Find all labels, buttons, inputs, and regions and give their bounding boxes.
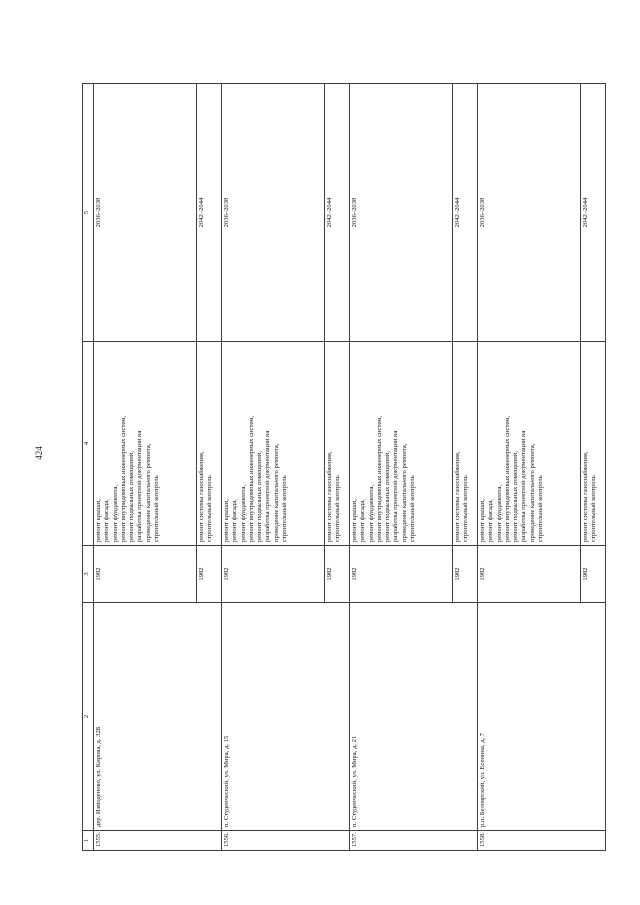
work-item: ремонт фундамента, — [239, 484, 247, 542]
column-number-cell: 5 — [83, 84, 94, 342]
year-cell: 1982 — [94, 546, 197, 603]
work-item: ремонт фундамента, — [367, 484, 375, 542]
year-cell: 1982 — [197, 546, 222, 603]
address-cell: дер. Измоденово, ул. Кирова, д. 32Б — [94, 603, 222, 831]
work-item: ремонт внутридомовых инженерных систем, — [375, 415, 383, 542]
work-item: разработка проектной документации на — [136, 430, 144, 542]
work-item: проведение капитального ремонта, — [272, 443, 280, 542]
period-cell: 2042–2044 — [197, 84, 222, 342]
period-cell: 2036–2038 — [222, 84, 325, 342]
work-item: ремонт системы газоснабжения, — [454, 451, 461, 542]
page-number — [31, 443, 47, 463]
address-cell: п. Студенческий, ул. Мира, д. 21 — [350, 603, 478, 831]
period-cell: 2042–2044 — [325, 84, 350, 342]
work-item: ремонт подвальных помещений, — [512, 451, 520, 542]
work-item: ремонт подвальных помещений, — [256, 451, 264, 542]
work-item: ремонт фасада, — [487, 499, 495, 542]
year-cell: 1982 — [581, 546, 606, 603]
work-item: ремонт системы газоснабжения, — [326, 451, 333, 542]
entry-index-cell: 1555. — [94, 831, 222, 851]
period-cell: 2042–2044 — [581, 84, 606, 342]
work-item: ремонт крыши, — [223, 499, 230, 542]
work-item: ремонт фасада, — [359, 499, 367, 542]
entry-index-cell: 1558. — [478, 831, 606, 851]
work-item: разработка проектной документации на — [264, 430, 272, 542]
work-item: ремонт крыши, — [351, 499, 358, 542]
column-number-cell: 4 — [83, 342, 94, 546]
work-item: ремонт фасада, — [231, 499, 239, 542]
works-cell — [94, 342, 197, 546]
column-number-row — [83, 84, 94, 851]
work-item: ремонт подвальных помещений, — [128, 451, 136, 542]
column-number-cell: 2 — [83, 603, 94, 831]
work-item: ремонт крыши, — [479, 499, 486, 542]
work-item: строительный контроль — [281, 475, 289, 542]
table-row — [94, 84, 197, 851]
work-item: строительный контроль — [462, 475, 470, 542]
table-row — [222, 84, 325, 851]
year-cell: 1982 — [325, 546, 350, 603]
work-item: ремонт подвальных помещений, — [384, 451, 392, 542]
work-item: строительный контроль — [409, 475, 417, 542]
work-item: строительный контроль — [590, 475, 598, 542]
period-cell: 2042–2044 — [453, 84, 478, 342]
rotated-page-content — [82, 84, 600, 851]
entry-index-cell: 1557. — [350, 831, 478, 851]
period-cell: 2036–2038 — [94, 84, 197, 342]
work-item: ремонт внутридомовых инженерных систем, — [119, 415, 127, 542]
work-item: строительный контроль — [334, 475, 342, 542]
table-row — [478, 84, 581, 851]
work-item: ремонт системы газоснабжения, — [198, 451, 205, 542]
works-cell — [197, 342, 222, 546]
work-item: ремонт внутридомовых инженерных систем, — [503, 415, 511, 542]
address-cell: п. Студенческий, ул. Мира, д. 15 — [222, 603, 350, 831]
year-cell: 1982 — [478, 546, 581, 603]
column-number-cell: 1 — [83, 831, 94, 851]
work-item: ремонт системы газоснабжения, — [582, 451, 589, 542]
address-cell: р.п. Белоярский, ул. Есенина, д. 7 — [478, 603, 606, 831]
work-item: разработка проектной документации на — [392, 430, 400, 542]
work-item: ремонт фундамента, — [111, 484, 119, 542]
year-cell: 1982 — [222, 546, 325, 603]
work-item: ремонт крыши, — [95, 499, 102, 542]
works-cell — [453, 342, 478, 546]
works-cell — [581, 342, 606, 546]
entry-index-cell: 1556. — [222, 831, 350, 851]
period-cell: 2036–2038 — [350, 84, 453, 342]
work-item: ремонт фундамента, — [495, 484, 503, 542]
work-item: ремонт внутридомовых инженерных систем, — [247, 415, 255, 542]
table-row — [350, 84, 453, 851]
period-cell: 2036–2038 — [478, 84, 581, 342]
works-cell — [478, 342, 581, 546]
work-item: строительный контроль — [206, 475, 214, 542]
works-cell — [222, 342, 325, 546]
work-item: ремонт фасада, — [103, 499, 111, 542]
works-cell — [350, 342, 453, 546]
work-item: проведение капитального ремонта, — [528, 443, 536, 542]
work-item: строительный контроль — [537, 475, 545, 542]
works-cell — [325, 342, 350, 546]
work-item: разработка проектной документации на — [520, 430, 528, 542]
page-number-text: 424 — [34, 446, 44, 460]
repair-schedule-table — [82, 83, 606, 851]
work-item: проведение капитального ремонта, — [400, 443, 408, 542]
year-cell: 1982 — [350, 546, 453, 603]
column-number-cell: 3 — [83, 546, 94, 603]
year-cell: 1982 — [453, 546, 478, 603]
table-body — [83, 84, 606, 851]
work-item: проведение капитального ремонта, — [144, 443, 152, 542]
work-item: строительный контроль — [153, 475, 161, 542]
